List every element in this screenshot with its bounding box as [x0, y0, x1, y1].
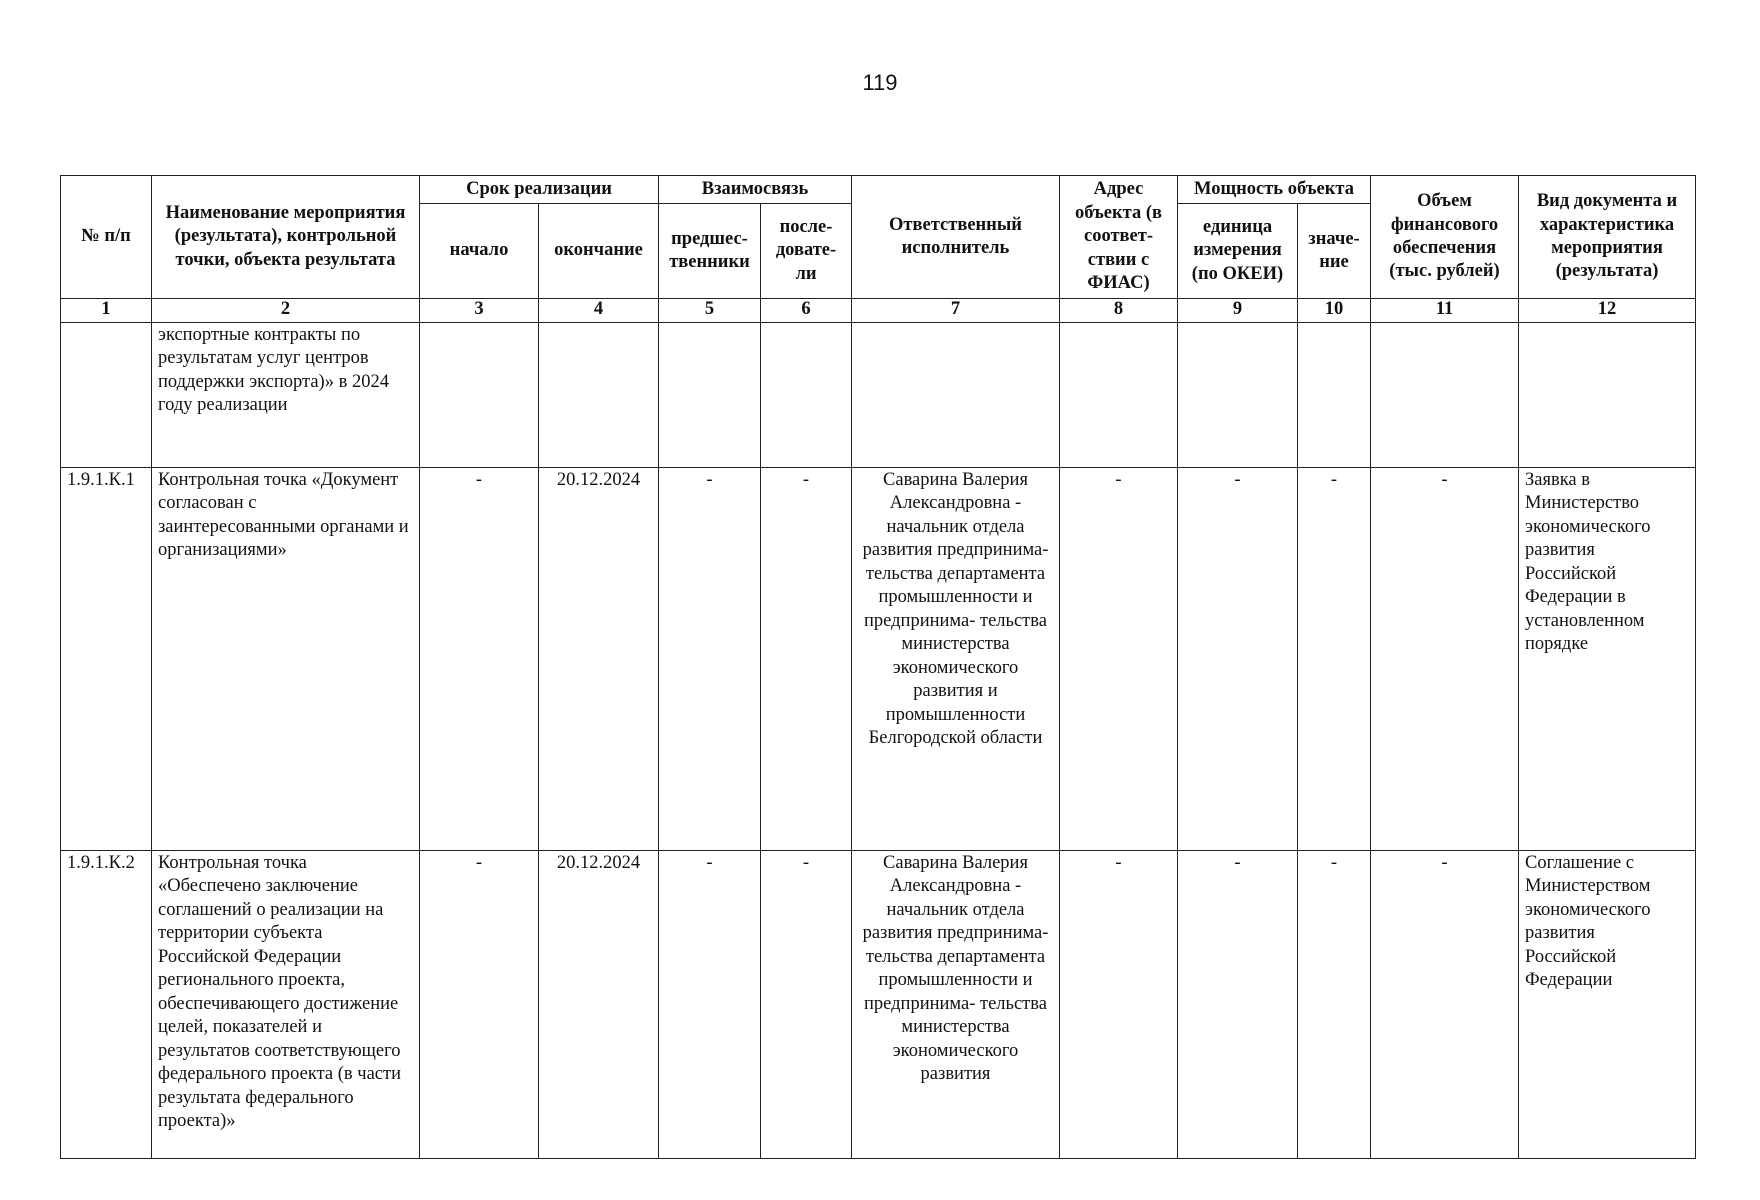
row-value — [1298, 323, 1371, 468]
column-number: 4 — [539, 299, 659, 323]
column-number: 6 — [761, 299, 852, 323]
row-executor — [852, 323, 1060, 468]
table-row — [61, 323, 1696, 468]
row-next: - — [761, 851, 852, 1159]
row-end — [539, 323, 659, 468]
row-doc: Заявка в Министерство экономического развития Российской Федерации в установленном порядке — [1519, 468, 1696, 851]
header-link-next: после- довате- ли — [761, 204, 852, 299]
row-start: - — [420, 851, 539, 1159]
row-finance: - — [1371, 851, 1519, 1159]
row-end: 20.12.2024 — [539, 851, 659, 1159]
column-number: 11 — [1371, 299, 1519, 323]
header-row-top — [61, 176, 1696, 204]
row-unit: - — [1178, 851, 1298, 1159]
header-name: Наименование мероприятия (результата), контрольной точки, объекта результата — [152, 176, 420, 299]
header-term-start: начало — [420, 204, 539, 299]
row-doc: Соглашение с Министерством экономического развития Российской Федерации — [1519, 851, 1696, 1159]
row-executor: Саварина Валерия Александровна - начальник отдела развития предпринима- тельства департамента промышленности и предпринима- тельства министерства экономического развития и промышленности Белгородской области — [852, 468, 1060, 851]
column-number-row — [61, 299, 1696, 323]
column-number: 1 — [61, 299, 152, 323]
header-term-end: окончание — [539, 204, 659, 299]
row-prev: - — [659, 468, 761, 851]
row-next: - — [761, 468, 852, 851]
header-link: Взаимосвязь — [659, 176, 852, 204]
row-doc — [1519, 323, 1696, 468]
column-number: 2 — [152, 299, 420, 323]
row-address: - — [1060, 468, 1178, 851]
row-name: Контрольная точка «Документ согласован с заинтересованными органами и организациями» — [152, 468, 420, 851]
row-executor: Саварина Валерия Александровна - начальник отдела развития предпринима- тельства департамента промышленности и предпринима- тельства министерства экономического развития — [852, 851, 1060, 1159]
row-unit: - — [1178, 468, 1298, 851]
header-capacity-value: значе- ние — [1298, 204, 1371, 299]
column-number: 3 — [420, 299, 539, 323]
column-number: 12 — [1519, 299, 1696, 323]
row-name: экспортные контракты по результатам услуг центров поддержки экспорта)» в 2024 году реализации — [152, 323, 420, 468]
header-executor: Ответственный исполнитель — [852, 176, 1060, 299]
header-address: Адрес объекта (в соответ- ствии с ФИАС) — [1060, 176, 1178, 299]
row-unit — [1178, 323, 1298, 468]
row-num — [61, 323, 152, 468]
row-next — [761, 323, 852, 468]
row-name: Контрольная точка «Обеспечено заключение соглашений о реализации на территории субъекта Российской Федерации регионального проекта, обеспечивающего достижение целей, показателей и результатов соответствующего федерального проекта (в части результата федерального проекта)» — [152, 851, 420, 1159]
column-number: 5 — [659, 299, 761, 323]
column-number: 9 — [1178, 299, 1298, 323]
row-num: 1.9.1.К.1 — [61, 468, 152, 851]
header-term: Срок реализации — [420, 176, 659, 204]
row-address: - — [1060, 851, 1178, 1159]
row-start: - — [420, 468, 539, 851]
row-value: - — [1298, 851, 1371, 1159]
row-finance — [1371, 323, 1519, 468]
header-capacity-unit: единица измерения (по ОКЕИ) — [1178, 204, 1298, 299]
page-number: 119 — [862, 70, 898, 95]
row-value: - — [1298, 468, 1371, 851]
header-link-prev: предшес- твенники — [659, 204, 761, 299]
column-number: 10 — [1298, 299, 1371, 323]
row-finance: - — [1371, 468, 1519, 851]
table-row — [61, 851, 1696, 1159]
row-prev: - — [659, 851, 761, 1159]
table-row — [61, 468, 1696, 851]
header-finance: Объем финансового обеспечения (тыс. рублей) — [1371, 176, 1519, 299]
row-end: 20.12.2024 — [539, 468, 659, 851]
row-address — [1060, 323, 1178, 468]
header-doc: Вид документа и характеристика мероприятия (результата) — [1519, 176, 1696, 299]
row-start — [420, 323, 539, 468]
row-prev — [659, 323, 761, 468]
row-num: 1.9.1.К.2 — [61, 851, 152, 1159]
column-number: 8 — [1060, 299, 1178, 323]
plan-table — [60, 175, 1696, 1159]
header-capacity: Мощность объекта — [1178, 176, 1371, 204]
header-num: № п/п — [61, 176, 152, 299]
column-number: 7 — [852, 299, 1060, 323]
